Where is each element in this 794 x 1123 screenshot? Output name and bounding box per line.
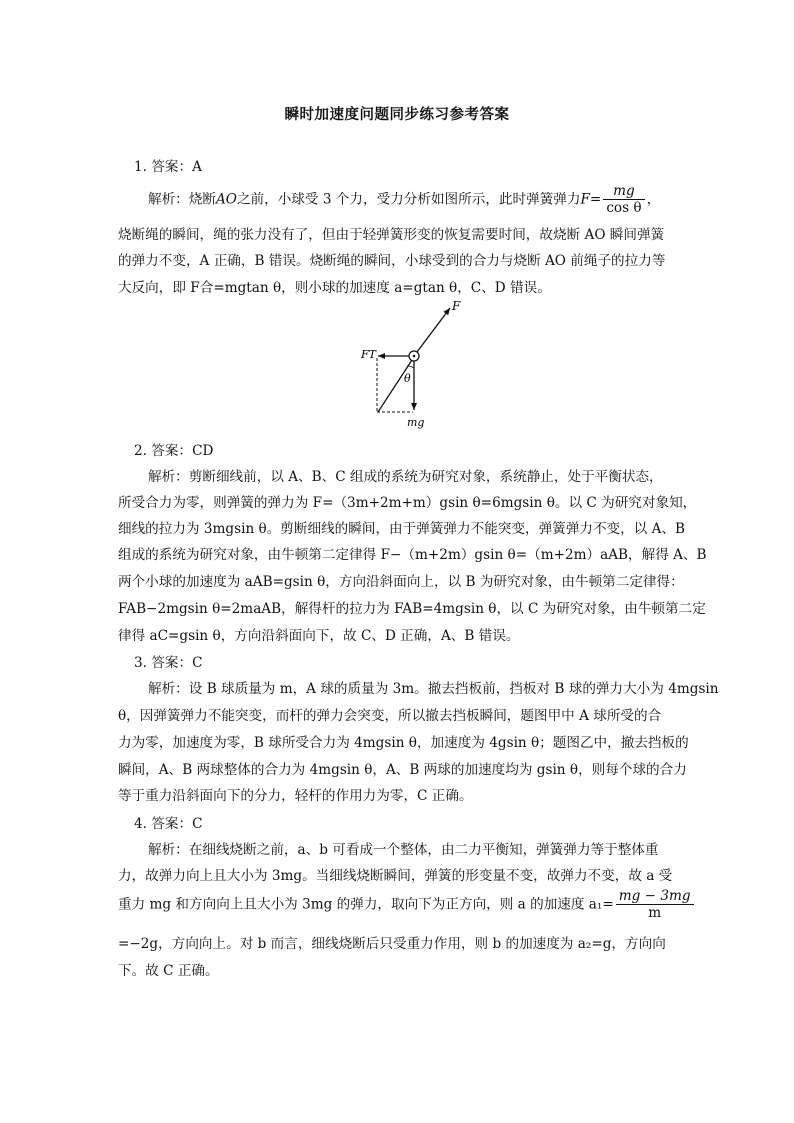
label-mg: mg (407, 416, 425, 429)
ball-center (413, 355, 416, 358)
q3-line-3: 力为零，加速度为零，B 球所受合力为 4mgsin θ，加速度为 4gsin θ；题图乙中，撤去挡板的 (118, 735, 689, 751)
q2-line-5: 两个小球的加速度为 aAB=gsin θ，方向沿斜面向上，以 B 为研究对象，由牛顿第二定律得： (118, 574, 684, 590)
q2-line-6: FAB−2mgsin θ=2maAB，解得杆的拉力为 FAB=4mgsin θ，以 C 为研究对象，由牛顿第二定 (118, 601, 706, 617)
q4-line-4: =−2g，方向向上。对 b 而言，细线烧断后只受重力作用，则 b 的加速度为 a₂=g，方向向 (118, 936, 666, 952)
q3-line-5: 等于重力沿斜面向下的分力，轻杆的作用力为零，C 正确。 (118, 788, 473, 804)
q4-frac-den: m (616, 904, 694, 921)
resultant-line (378, 360, 412, 412)
page-title: 瞬时加速度问题同步练习参考答案 (284, 107, 510, 123)
q1-line-2: 烧断绳的瞬间，绳的张力没有了，但由于轻弹簧形变的恢复需要时间，故烧断 AO 瞬间弹簧 (118, 227, 665, 243)
q1-frac-num: mg (613, 183, 635, 199)
q4-line-1: 解析：在细线烧断之前，a、b 可看成一个整体，由二力平衡知，弹簧弹力等于整体重 (148, 842, 659, 858)
q4-answer: 4. 答案：C (134, 816, 203, 832)
q3-line-1: 解析：设 B 球质量为 m，A 球的质量为 3m。撤去挡板前，挡板对 B 球的弹力大小为 4mgsin (148, 681, 719, 697)
q1-line-3: 的弹力不变，A 正确，B 错误。烧断绳的瞬间，小球受到的合力与烧断 AO 前绳子的拉力等 (118, 253, 666, 269)
q1-line-4: 大反向，即 F合=mgtan θ，则小球的加速度 a=gtan θ，C、D 错误。 (118, 280, 551, 296)
q1-text-c: 之前，小球受 3 个力，受力分析如图所示，此时弹簧弹力 (236, 191, 581, 208)
q2-line-7: 律得 aC=gsin θ，方向沿斜面向下，故 C、D 正确，A、B 错误。 (118, 628, 520, 644)
q1-text-a: 解析：烧断 (148, 191, 216, 208)
q2-answer: 2. 答案：CD (134, 443, 214, 459)
q1-text-f: ， (646, 191, 661, 208)
q4-line-2: 力，故弹力向上且大小为 3mg。当细线烧断瞬间，弹簧的形变量不变，故弹力不变，故 a 受 (118, 868, 673, 884)
label-F: F (452, 299, 461, 313)
q2-line-1: 解析：剪断细线前，以 A、B、C 组成的系统为研究对象，系统静止，处于平衡状态， (148, 469, 663, 485)
q2-line-2: 所受合力为零，则弹簧的弹力为 F=（3m+2m+m）gsin θ=6mgsin θ。以 C 为研究对象知， (118, 495, 697, 511)
q3-answer: 3. 答案：C (134, 655, 203, 671)
q1-text-e: = (589, 191, 602, 208)
q2-line-3: 细线的拉力为 3mgsin θ。剪断细线的瞬间，由于弹簧弹力不能突变，弹簧弹力不变，以 A、B (118, 521, 686, 537)
q1-frac-den: cos θ (603, 199, 644, 216)
q1-answer: 1. 答案：A (134, 159, 202, 175)
q1-line-1 (148, 184, 660, 216)
q1-text-b: AO (215, 191, 237, 208)
spring-force-arrow (414, 308, 450, 356)
q4-fraction (616, 889, 694, 921)
q4-text-a: 重力 mg 和方向向上且大小为 3mg 的弹力，取向下为正方向，则 a 的加速度 a₁= (118, 896, 614, 913)
q3-line-4: 瞬间，A、B 两球整体的合力为 4mgsin θ，A、B 两球的加速度均为 gsin θ，则每个球的合力 (118, 762, 687, 778)
q4-line-5: 下。故 C 正确。 (118, 963, 219, 979)
q4-line-3 (118, 889, 696, 921)
q1-text-d: F (580, 191, 590, 208)
q3-line-2: θ，因弹簧弹力不能突变，而杆的弹力会突变，所以撤去挡板瞬间，题图甲中 A 球所受的合 (118, 708, 662, 724)
label-FT: FT (361, 348, 376, 361)
q1-fraction (603, 184, 644, 216)
q4-frac-num: mg − 3mg (618, 888, 691, 904)
force-diagram (355, 298, 475, 433)
label-theta: θ (404, 372, 411, 385)
q2-line-4: 组成的系统为研究对象，由牛顿第二定律得 F−（m+2m）gsin θ=（m+2m）aAB，解得 A、B (118, 547, 707, 563)
